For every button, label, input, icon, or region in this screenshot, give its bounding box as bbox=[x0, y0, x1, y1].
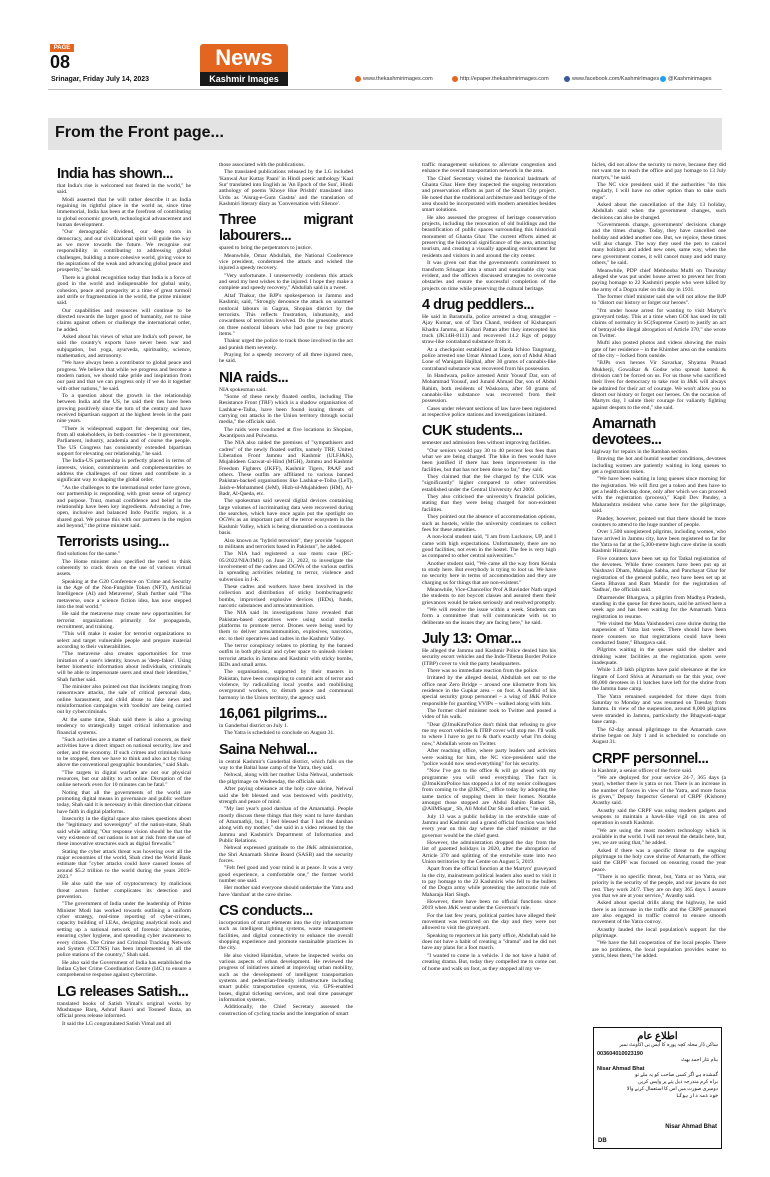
paragraph: find solutions for the same." bbox=[57, 551, 121, 558]
paragraph: It was given out that the government's commitment to transform Srinagar into a smart and sustainable city was evident, and the officers discussed strategies to overcome obstacles and ensure the successful completion of the projects on time while preserving the cultural heritage. bbox=[422, 260, 556, 292]
paragraph: Additionally, the Chief Secretary assessed the construction of cycling tracks and the integration of smart bbox=[219, 1004, 353, 1017]
paragraph: The Home minister also specified the need to think coherently to crack down on the use of various virtual assets. bbox=[57, 558, 191, 578]
paragraph: "There is no specific threat, but, Yatra or no Yatra, our priority is the security of the people, and our jawans do not rest. They work 24/7. They are on duty 365 days. I assure you that we are at your service," Avasthy said. bbox=[592, 874, 726, 900]
masthead-title: News bbox=[200, 44, 288, 72]
column-2 bbox=[219, 162, 353, 1018]
paragraph: "The government of India under the leadership of Prime Minister Modi has worked towards outlining a uniform cyber strategy, real-time reporting of cyber-crimes, capacity building of LEAs, designing analytical tools and setting up a national network of forensic laboratories, ensuring cyber hygiene, and spreading cyber awareness to every citizen. The Crime and Criminal Tracking Network and System (CCTNS) has been implemented in all the police stations of the country," Shah said. bbox=[57, 901, 191, 959]
paragraph: Modi asserted that he will rather describe it as India regaining its rightful place in the world as, since time immemorial, India has been at the forefront of contributing to global economic growth, technological advancement and human development. bbox=[57, 196, 191, 229]
paragraph: Nehwal expressed gratitude to the J&K administration, the Shri Amarnath Shrine Board (SASB) and the security forces. bbox=[219, 845, 353, 864]
ad-title: اطلاع عام bbox=[637, 1031, 678, 1042]
paragraph: traffic management solutions to alleviate congestion and enhance the overall transportation network in the area. bbox=[422, 162, 556, 175]
paragraph: Over 1,500 unregistered pilgrims, including women, who have arrived in Jammu city, have been registered so far for the Yatra so far at the 5,300-metre high cave shrine in south Kashmir Himalayas. bbox=[592, 529, 726, 555]
story-body bbox=[592, 449, 726, 745]
story-body bbox=[592, 768, 726, 960]
paragraph: in Kashmir, a senior officer of the force said. bbox=[592, 767, 693, 774]
paragraph: Nehwal, along with her mother Usha Nehwal, undertook the pilgrimage on Wednesday, the officials said. bbox=[219, 772, 353, 785]
paragraph: They claimed that the fee charged by the CUK was "significantly" higher compared to other universities established under the Central University Act 2009. bbox=[422, 474, 556, 493]
paragraph: The NC vice president said if the authorities "do this regularly, I will have no other option than to take such steps". bbox=[592, 182, 726, 201]
paragraph: "The metaverse also creates opportunities for true imitation of a user's identity, known as 'deep-fakes'. Using better biometric information about individuals, criminals will be able to impersonate users and steal their identities," Shah further said. bbox=[57, 651, 191, 683]
paragraph: After paying obeisance at the holy cave shrine, Nehwal said she felt blessed and was bestowed with positivity, strength and peace of mind. bbox=[219, 786, 353, 805]
paragraph: those associated with the publications. bbox=[219, 162, 305, 168]
paragraph: "BJPs own heroes Vir Savarkar, Shyama Prasad Mukherji, Gowalkar & Godse who spread hatred & division can't be forced on us. For us those who sacrificed their lives for democracy to take root in J&K will always be admired for their act of courage. We won't allow you to distort our history or forget our heroes. On the occasion of Martyrs day, I salute their courage for valiantly fighting against despots to the end," she said. bbox=[592, 360, 726, 411]
ad-line: بنام نثار احمد بھٹ bbox=[681, 1058, 718, 1063]
story-body bbox=[219, 723, 353, 737]
story-body bbox=[592, 162, 726, 411]
paragraph: In Handwara, police arrested Amir Yousuf Dar, son of Mohammad Yousuf, and Junaid Ahmad Dar, son of Abdul Rahim, both residents of Waskoora, after 50 grams of cannabis-like substance was recovered from their possession. bbox=[422, 372, 556, 405]
social-website: www.thekashmirimages.com bbox=[355, 76, 433, 82]
header-rule bbox=[48, 89, 722, 90]
paragraph: "We are deployed for your service 24-7, 365 days (a year), whether there is yatra or not. There is an increase in the number of forces in view of the Yatra, and more focus is given," Deputy Inspector General of CRPF (Kishore) Avasthy said. bbox=[592, 774, 726, 807]
paragraph: Braving the hot and humid weather conditions, devotees including women are patiently waiting in long queues to get a registration token. bbox=[592, 456, 726, 476]
paragraph: "We will resolve the issue within a week. Students can form a committee that will communicate with us to deliberate on the issues they are facing here," he said. bbox=[422, 606, 556, 626]
paragraph: "We have always been a contributor to global peace and progress. We believe that while we progress and become a modern nation, we should take pride and inspiration from our past and that we can progress only if we do it together with other nations," he said. bbox=[57, 360, 191, 392]
paragraph: These cadres and workers have been involved in the collection and distribution of sticky bombs/magnetic bombs, improvised explosive devices (IEDs), funds, narcotic substances and arms/ammunition. bbox=[219, 583, 353, 609]
paragraph: There is a global recognition today that India is a force of good in the world and indispensable for global unity, cohesion, peace and prosperity at a time of great turmoil and strife or fragmentation in the world, the prime minister said. bbox=[57, 274, 191, 307]
social-facebook: www.facebook.com/KashmirImages bbox=[564, 76, 659, 82]
facebook-icon bbox=[564, 76, 570, 82]
paragraph: After reaching office, where party leaders and activists were waiting for him, the NC vice-president said the "police would now send everything" for his security. bbox=[422, 748, 556, 767]
paragraph: Meanwhile, Omar Abdullah, the National Conference vice president, condemned the attack and wished the injured a speedy recovery. bbox=[219, 252, 353, 272]
paragraph: "We have the full cooperation of the local people. There are no problems, the local population provides water to yatris, bless them," he added. bbox=[592, 940, 726, 960]
story-body bbox=[422, 648, 556, 972]
paragraph: A non-local student said, "I am from Lucknow, UP, and I came with high expectations. Unfortunately, there are no good facilities, not even in the hostel. The fee is very high as compared to other central universities." bbox=[422, 534, 556, 560]
paragraph: The terror conspiracy relates to plotting by the banned outfits in both physical and cyber space to unleash violent terrorist attacks in Jammu and Kashmir with sticky bombs, IEDs and small arms. bbox=[219, 643, 353, 669]
paragraph: Insecurity in the digital space also raises questions about the "legitimacy and sovereignty" of the nation-state, Shah said while adding "Our response vision should be that the very existence of our nations is not at risk from the use of these innovative structures such as digital firewalls." bbox=[57, 815, 191, 848]
paragraph: "We are using the most modern technology which is available in the world. I will not reveal the details here, but, yes, we are using that," he added. bbox=[592, 827, 726, 847]
paragraph: "I'm under house arrest for wanting to visit Martyr's graveyard today. This at a time when GOI has used its tall claims of normalcy in SC(Supreme Court) to justify an act of betrayal-the illegal abrogation of Article 370," she wrote on Twitter. bbox=[592, 307, 726, 339]
paragraph: It said the LG congratulated Satish Vimal and all bbox=[62, 1020, 172, 1027]
story-body bbox=[219, 387, 353, 702]
paragraph: He also visited Hamidan, where he inspected works on various aspects of urban development. He reviewed the progress of initiatives aimed at improving urban mobility, such as the development of intelligent transportation systems and pedestrian-friendly infrastructure including smart public transportation systems, viz. GPS-enabled buses, digital ticketing services, and real time passenger information systems. bbox=[219, 952, 353, 1004]
story-body bbox=[422, 162, 556, 292]
paragraph: Irritated by the alleged denial, Abdullah set out to the office near Zero Bridge – around one kilometre from his residence in the Gupkar area – on foot. A handful of his special security group personnel – a wing of J&K Police responsible for guarding VVIPs – walked along with him. bbox=[422, 675, 556, 707]
headline: 16,061 pilgrims... bbox=[219, 706, 327, 723]
paragraph: Meanwhile, Vice-Chancellor Prof A Ravinder Nath urged the students to not boycott classes and assured them their grievances would be taken seriously and resolved promptly. bbox=[422, 586, 556, 606]
paragraph: However, there have been no official functions since 2019 when J&K went under the Governor's rule. bbox=[422, 899, 556, 912]
paragraph: Cases under relevant sections of law have been registered at respective police stations and investigations initiated. bbox=[422, 405, 556, 419]
globe-icon bbox=[452, 76, 458, 82]
headline: CS conducts... bbox=[219, 903, 313, 919]
ad-line: دوسری صورت میں اس کا استعمال کرنے والا bbox=[626, 1087, 718, 1092]
paragraph: The translated publications released by the LG included 'Kanwal Aur Kuttay Paani' in Hindi poetic anthology 'Kaal Sur' translated into English as 'An Epoch of the Sun', Hindi anthology of poems 'Khoye Hue Prishth' translated into Urdu as 'Aisrag-e-Gum Gashta' and the translation of Kashmiri literary diary as 'Conversation with Silence'. bbox=[219, 169, 353, 208]
paragraph: Also known as "hybrid terrorists", they provide "support to militants and terrorists based in Pakistan", he added. bbox=[219, 537, 353, 550]
paragraph: Mufti also posted photos and videos showing the main gate of her residence – in the Khimber area on the outskirts of the city – locked from outside. bbox=[592, 340, 726, 359]
paragraph: There was no immediate reaction from the police. bbox=[427, 668, 539, 675]
paragraph: Her mother said everyone should undertake the Yatra and have 'darshan' at the cave shrine. bbox=[219, 885, 353, 898]
paragraph: Meanwhile, PDP chief Mehbooba Mufti on Thursday alleged she was put under house arrest to prevent her from paying homage to 22 Kashmiri people who were killed by the army of a Dogra ruler on this day in 1931. bbox=[592, 267, 726, 293]
headline: 4 drug peddlers... bbox=[422, 296, 534, 313]
paragraph: Asked about the cancellation of the July 13 holiday, Abdullah said when the government changes, such decisions can also be changed. bbox=[592, 202, 726, 221]
headline: LG releases Satish... bbox=[57, 983, 189, 1000]
paragraph: The minister also pointed out that incidents ranging from ransomware attacks, the sale of critical personal data, online harassment, and child abuse to fake news and misinformation campaigns with 'toolkits' are being carried out by cybercriminals. bbox=[57, 684, 191, 716]
headline: CUK students... bbox=[422, 423, 523, 440]
headline: Amarnath devotees... bbox=[592, 416, 662, 449]
paragraph: He said the metaverse may create new opportunities for terrorist organizations primarily for propaganda, recruitment, and training. bbox=[57, 611, 191, 630]
paragraph: Apart from the official function at the Martyrs' graveyard in the city, mainstream political leaders also used to visit it to pay homage to the 22 Kashmiris who fell to the bullets of the Dogra army while protesting the autocratic rule of Maharaja Hari Singh. bbox=[422, 866, 556, 898]
front-page-banner bbox=[48, 118, 722, 150]
story-body bbox=[219, 759, 353, 898]
paragraph: in central Kashmir's Ganderbal district, which falls on the way to the Baltal base camp of the Yatra, they said. bbox=[219, 758, 353, 772]
paragraph: Avasthy lauded the local population's support for the pilgrimage. bbox=[592, 926, 726, 940]
paragraph: The Yatra is scheduled to conclude on August 31. bbox=[224, 730, 335, 737]
paragraph: Asked if there was a specific threat to the ongoing pilgrimage to the holy cave shrine of Amarnath, the officer said the CRPF was focused on ensuring round the year peace. bbox=[592, 847, 726, 873]
paragraph: spared to bring the perpetrators to justice. bbox=[219, 245, 313, 252]
paragraph: The NIA said its investigations have revealed that Pakistan-based operatives were using social media platforms to promote terror. Drones were being used by them to deliver arms/ammunition, explosives, narcotics, etc. to their operatives and cadres in the Kashmir Valley. bbox=[219, 610, 353, 642]
paragraph: "I wanted to come in a vehicle. I do not have a habit of creating drama. But, today they compelled me to come out of home and walk on foot, as they stopped all my ve- bbox=[422, 952, 556, 972]
paragraph: Dharmender Bhargava, a pilgrim from Madhya Pradesh, standing in the queue for three hours, said he arrived here a week ago and has been waiting for the Amarnath Yatra registration to resume. bbox=[592, 594, 726, 620]
paragraph: "Some of these newly floated outfits, including The Resistance Front (TRF) which is a shadow organisation of Lashkar-e-Taiba, have been found issuing threats of carrying out attacks in the Union territory through social media," the officials said. bbox=[219, 393, 353, 426]
paragraph: "We visited the Mata Vaishnodevi cave shrine during the suspension of Yatra last week. There should have been more counters so that registrations could have been conducted faster," Bhargava said. bbox=[592, 621, 726, 647]
ad-line: خود ذمہ دار ہوگا bbox=[676, 1094, 718, 1099]
social-epaper: http://epaper.thekashmirimages.com bbox=[452, 76, 549, 82]
headline: Terrorists using... bbox=[57, 534, 169, 551]
paragraph: They also criticised the university's financial policies, stating that they were being charged for non-existent facilities. bbox=[422, 494, 556, 513]
paragraph: that India's rise is welcomed not feared in the world," he said. bbox=[57, 183, 191, 196]
paragraph: "Felt feel good and your mind is at peace. It was a very good experience, a comfortable one," the former world number one said. bbox=[219, 865, 353, 884]
paragraph: Noting that all the governments of the world are promoting digital means in governance and public welfare today, Shah said it is necessary in this direction that citizens have faith in digital platforms. bbox=[57, 789, 191, 815]
paragraph: The 62-day annual pilgrimage to the Amarnath cave shrine began on July 1 and is scheduled to conclude on August 31. bbox=[592, 726, 726, 746]
story-body bbox=[422, 314, 556, 419]
paragraph: "Our seniors would pay 30 to 40 percent less fees than what we are being charged. The hike in fees would have been justified if there has been improvement in the facilities, but that has not been done so far," they said. bbox=[422, 447, 556, 473]
paragraph: Asked about his views of what are India's soft power, he said the country's exports have never been war and subjugation, but yoga, ayurveda, spirituality, science, mathematics, and astronomy. bbox=[57, 333, 191, 359]
paragraph: Pandey, however, pointed out that there should be more counters to attend to the huge number of people. bbox=[592, 515, 726, 528]
column-1 bbox=[57, 162, 191, 1028]
public-notice-ad bbox=[593, 1027, 722, 1149]
paragraph: For the last few years, political parties have alleged their movement was restricted on the day and they were not allowed to visit the graveyard. bbox=[422, 912, 556, 932]
ad-line: ساکن ڈار محلہ کچہ پورہ کا ایس بی اکاونٹ نمبر bbox=[619, 1043, 718, 1048]
story-body bbox=[57, 1001, 191, 1027]
story-body bbox=[57, 551, 191, 978]
column-3 bbox=[422, 162, 556, 973]
ad-signature-name: Nisar Ahmad Bhat bbox=[665, 1124, 717, 1130]
masthead-subtitle: Kashmir Images bbox=[200, 72, 288, 86]
paragraph: "Dear @JmuKmrPolice don't think that refusing to give me my escort vehicles & ITBP cover will stop me. I'll walk to where I have to get to & that's exactly what I'm doing now," Abdullah wrote on Twitter. bbox=[422, 721, 556, 747]
paragraph: The NIA also raided the premises of "sympathisers and cadres" of the newly floated outfits, namely TRF, United Liberation Front Jammu and Kashmir (ULFJ&K), Mujahideen Gazwat-ul-Hind (MGH), Jammu and Kashmir Freedom Fighters (JKFF), Kashmir Tigers, PAAF and others. These outfits are affiliated to various banned Pakistan-backed organisations like Lashkar-e-Toiba (LeT), Jaish-e-Mohammed (JeM), Hizb-ul-Mujahideen (HM), Al-Badr, Al-Qaeda, etc. bbox=[219, 440, 353, 498]
paragraph: "Very unfortunate. I unreservedly condemn this attack and send my best wishes to the injured. I hope they make a complete and speedy recovery," Abdullah said in a tweet. bbox=[219, 272, 353, 292]
paragraph: July 13 was a public holiday in the erstwhile state of Jammu and Kashmir and a grand official function was held every year on this day where the chief minister or the governor would be the chief guest. bbox=[422, 813, 556, 839]
headline: Three migrant labourers... bbox=[219, 212, 353, 245]
story-body bbox=[57, 183, 191, 529]
paragraph: The former chief minister took to Twitter and posted a video of his walk. bbox=[422, 708, 556, 721]
paragraph: He alleged the Jammu and Kashmir Police denied him his security escort vehicles and the Indo-Tibetan Border Police (ITBP) cover to visit the party headquarters. bbox=[422, 648, 556, 667]
paragraph: However, the administration dropped the day from the list of gazetted holidays in 2020, after the abrogation of Article 370 and splitting of the erstwhile state into two Union territories by the Centre on August 5, 2019. bbox=[422, 839, 556, 865]
headline: July 13: Omar... bbox=[422, 631, 522, 647]
banner-title: From the Front page... bbox=[55, 124, 224, 141]
paragraph: The NIA had registered a suo motu case (RC-05/2022/NIA/JMU) on June 21, 2022, to investigate the involvement of the cadres and OGWs of the various outfits in spreading activities relating to terror, violence and subversion in J-K. bbox=[219, 551, 353, 583]
paragraph: "Our demographic dividend, our deep roots in democracy, and our civilizational spirit will guide the way as we move towards the future. We recognise our responsibility in contributing to addressing global challenges, building a more cohesive world, giving voice to the aspirations of the weak and advancing global peace and prosperity," he said. bbox=[57, 229, 191, 274]
paragraph: Thakur urged the police to track those involved in the act and punish them severely. bbox=[219, 338, 353, 351]
ad-account-number: 003604010023190 bbox=[597, 1051, 643, 1057]
paragraph: "There is widespread support for deepening our ties, from all stakeholders, in both countries - be it government, Parliament, industry, academia and of course the people. The US Congress has consistently extended bipartisan support for elevating our relationship," he said. bbox=[57, 425, 191, 458]
story-body bbox=[219, 162, 353, 207]
paragraph: highway for repairs in the Ramban section. bbox=[592, 449, 689, 456]
social-twitter: @Kashmirimages bbox=[660, 76, 711, 82]
headline: NIA raids... bbox=[219, 369, 289, 386]
paragraph: Avasthy said the CRPF was using modern gadgets and weapons to maintain a hawk-like vigil on its area of operation in south Kashmir. bbox=[592, 807, 726, 827]
paragraph: He also said the Government of India has established the Indian Cyber Crime Coordination Centre (I4C) to ensure a comprehensive response against cybercrime. bbox=[57, 959, 191, 979]
ad-name: Nisar Ahmad Bhat bbox=[597, 1066, 645, 1072]
paragraph: NIA spokesman said. bbox=[219, 386, 267, 393]
paragraph: He said in Baramulla, police arrested a drug smuggler – Ajay Kumar, son of Tara Chand, resident of Kishanpuri Khadra Jammu, at Kabari Pattan after they intercepted his truck (JK14H-8113) and recovered 14.2 Kgs of poppy straw-like contraband substance from it. bbox=[422, 313, 556, 346]
paragraph: in Ganderbal district on July 1. bbox=[219, 723, 289, 730]
paragraph: They pointed out the absence of accommodation options, such as hostels, while the university continues to collect fees for these amenities. bbox=[422, 514, 556, 533]
paragraph: He also said the use of cryptocurrency by malicious threat actors further complicates its detection and prevention. bbox=[57, 881, 191, 901]
paragraph: The India-US partnership is perfectly placed in terms of interests, vision, commitments and complementarities to address the challenges of our times and contribute in a significant way to shaping the global order. bbox=[57, 458, 191, 484]
page-header bbox=[0, 0, 770, 96]
paragraph: "The targets in digital warfare are not our physical resources, but our ability to act online. Disruption of the online network even for 10 minutes can be fatal." bbox=[57, 769, 191, 789]
ad-line: گمشدہ ہے اگر کسی صاحب کو یہ ملے تو bbox=[635, 1073, 718, 1078]
paragraph: Asked about special drills along the highway, he said there is an increase in the traffic and the CRPF personnel are also engaged in traffic control to ensure smooth movement of the Yatra convoy. bbox=[592, 900, 726, 926]
paragraph: "This will make it easier for terrorist organizations to select and target vulnerable people and prepare material according to their vulnerabilities. bbox=[57, 631, 191, 651]
paragraph: Praying for a speedy recovery of all three injured men, he said. bbox=[219, 351, 353, 365]
headline: CRPF personnel... bbox=[592, 750, 709, 767]
paragraph: semester and admission fees without improving facilities. bbox=[422, 440, 551, 447]
paragraph: "My last year's good darshan of the Amarnathji. People mostly discuss these things that they want to have darshan of Amarnathji, but, I feel blessed that I had the darshan along with my mother," she said in a video released by the Jammu and Kashmir's Department of Information and Public Relations. bbox=[219, 806, 353, 844]
page-label: PAGE bbox=[50, 44, 74, 52]
section-masthead bbox=[200, 44, 288, 86]
paragraph: Speaking at the G20 Conference on 'Crime and Security in the Age of the Non-Fungible Token (NFT), Artificial Intelligence (AI) and Metaverse', Shah further said "The metaverse, once a science fiction idea, has now stepped into the real world." bbox=[57, 578, 191, 610]
paragraph: He also assessed the progress of heritage conservation projects, including the renovation of old buildings and the beautification of public spaces surrounding this historical monument of Ghanta Ghar. The current efforts aimed at preserving the historical significance of the area, attracting tourism, and creating a visually appealing environment for residents and visitors in and around the city center. bbox=[422, 214, 556, 259]
paragraph: Speaking to reporters at his party office, Abdullah said he does not have a habit of creating a "drama" and he did not have any plans for a foot march. bbox=[422, 932, 556, 952]
paragraph: translated books of Satish Vimal's original works by Mushtaque Barq, Ashraf Raavi and Tosneef Baza, an official press release informed. bbox=[57, 1000, 191, 1020]
paragraph: At a checkpoint established at Harda Ichloo Tangmarg, police arrested one Umar Ahmad Lone, son of Abdul Ahad Lone of Wanigam Hajibal, after 30 grams of cannabis-like contraband substance was recovered from his possession. bbox=[422, 346, 556, 372]
paragraph: Another student said, "We came all the way from Kerala to study here. But everybody is trying to loot us. We have no security here in terms of accommodation and they are charging us for things that are non-existent." bbox=[422, 560, 556, 586]
paragraph: The Yatra remained suspended for three days from Saturday to Monday and was resumed on Tuesday from Jammu. In view of the suspension, around 8,000 pilgrims were stranded in Jammu, particularly the Bhagwati-nagar base camp. bbox=[592, 693, 726, 726]
paragraph: While 1.49 lakh pilgrims have paid obeisance at the ice lingam of Lord Shiva at Amarnath so far this year, over 86,000 devotees in 11 batches have left for the shrine from the Jammu base camp. bbox=[592, 667, 726, 693]
story-body bbox=[219, 245, 353, 364]
paragraph: "As the challenges to the international order have grown, our partnership is responding with great sense of urgency and purpose. Trust, mutual confidence and belief in the relationship have been key ingredients. Advancing a free, open, inclusive and balanced Indo Pacific region, is a shared goal. We pursue this with our partners in the region and beyond," the prime minister said. bbox=[57, 484, 191, 529]
paragraph: The organisations, supported by their masters in Pakistan, have been conspiring to commit acts of terror and violence, by radicalizing local youths and mobilising overground workers, to disturb peace and communal harmony in the Union territory, the agency said. bbox=[219, 669, 353, 701]
story-body bbox=[219, 920, 353, 1017]
column-4 bbox=[592, 162, 726, 961]
paragraph: hicles, did not allow the security to move, because they did not want me to reach the office and pay homage to 13 July martyrs," he said. bbox=[592, 162, 726, 181]
paragraph: "Such activities are a matter of national concern, as their activities have a direct impact on national security, law and order, and the economy. If such crimes and criminals have to be stopped, then we have to think and also act by rising above the conventional geographic boundaries," said Shah. bbox=[57, 736, 191, 769]
paragraph: "We have been waiting in long queues since morning for the registration. We will first get a token and then have to get a health checkup done, only after which we can proceed with the registration (process)," Kapil Dev Pandey, a Maharashtra resident who came here for the pilgrimage, said. bbox=[592, 476, 726, 515]
paragraph: Pilgrims waiting in the queues said the shelter and drinking water facilities at the registration spots were inadequate. bbox=[592, 647, 726, 667]
paragraph: At the same time, Shah said there is also a growing tendency to strategically target critical information and financial systems. bbox=[57, 716, 191, 736]
paragraph: "Now I've got to the office & will go ahead with my programme you will send everything. The fact is @JmuKmrPolice has stopped a lot of my senior colleagues from coming to the @JKNC_ office today by adopting the same tactics of stopping them in their homes. Notable amongst those stopped are Abdul Rahim Rather Sb, @AliMSagar_ Sb, Ali Mohd Dar Sb and others," he said. bbox=[422, 768, 556, 813]
paragraph: The former chief minister said she will not allow the BJP to "distort our history or forget our heroes". bbox=[592, 293, 726, 307]
paragraph: Five counters have been set up for Tatkal registration of the devotees. While three counters have been put up at Vaishnavi Dham, Mahajan Sabha, and Panchayat Ghar for registration of the general public, two have been set up at Geeta Bhavan and Ram Mandir for the registration of 'Sadhus', the officials said. bbox=[592, 555, 726, 594]
paragraph: The raids were conducted at five locations in Shopian, Awantipora and Pulwama. bbox=[219, 426, 353, 439]
paragraph: The spokesman said several digital devices containing large volumes of incriminating data were recovered during the searches, which have once again put the spotlight on OGWs as an important part of the terror ecosystem in the Kashmir Valley, which is being dismantled on a continuous basis. bbox=[219, 498, 353, 537]
paragraph: Stating the cyber attack threat was hovering over all the major economies of the world, Shah cited the World Bank estimate that "cyber attacks could have caused losses of around $5.2 trillion to the world during the years 2019-2023." bbox=[57, 848, 191, 881]
headline: Saina Nehwal... bbox=[219, 741, 318, 758]
headline: India has shown... bbox=[57, 166, 173, 182]
paragraph: Altaf Thakur, the BJP's spokesperson in Jammu and Kashmir, said, "Strongly denounce the attack on unarmed nonlocal labours in Gagran, Shopian district by the terrorists. This reflects frustration, inhumanity, and cowardness of terrorists involved. Do the gruesome attack on three nonlocal labours who had gone to buy grocery items." bbox=[219, 292, 353, 337]
globe-icon bbox=[355, 76, 361, 82]
ad-line: براہ کرم مندرجہ ذیل پتے پر واپس کریں bbox=[638, 1080, 718, 1085]
story-body bbox=[422, 440, 556, 626]
paragraph: "Governments change, governments' decisions change and the times change. Today, they have cancelled one holiday and added another one. But, we rejoice, these times will also change. The way they used the pen to cancel many holidays and added new ones, same way, when the new government comes, it will cancel many and add many others," he said. bbox=[592, 222, 726, 267]
paragraph: To a question about the growth in the relationship between India and the US, he said their ties have been growing positively since the turn of the century and have received bipartisan support at the highest levels in the past nine years. bbox=[57, 393, 191, 425]
paragraph: Our capabilities and resources will continue to be directed towards the larger good of humanity, not to raise claims against others or challenge the international order, he added. bbox=[57, 307, 191, 333]
page-number: 08 bbox=[50, 52, 71, 72]
twitter-icon bbox=[660, 76, 666, 82]
ad-code: DB bbox=[598, 1138, 607, 1144]
paragraph: The Chief Secretary visited the historical landmark of Ghanta Ghar. Here they inspected the ongoing restoration and preservation efforts as part of the Smart City project. He noted that the traditional architecture and heritage of the area should be incorporated with modern amenities besides smart solutions. bbox=[422, 175, 556, 214]
paragraph: incorporation of smart elements into the city infrastructure such as intelligent lighting systems, waste management facilities, and digital connectivity to enhance the overall shopping experience and promote sustainable practices in the city. bbox=[219, 920, 353, 952]
dateline: Srinagar, Friday July 14, 2023 bbox=[51, 76, 150, 83]
